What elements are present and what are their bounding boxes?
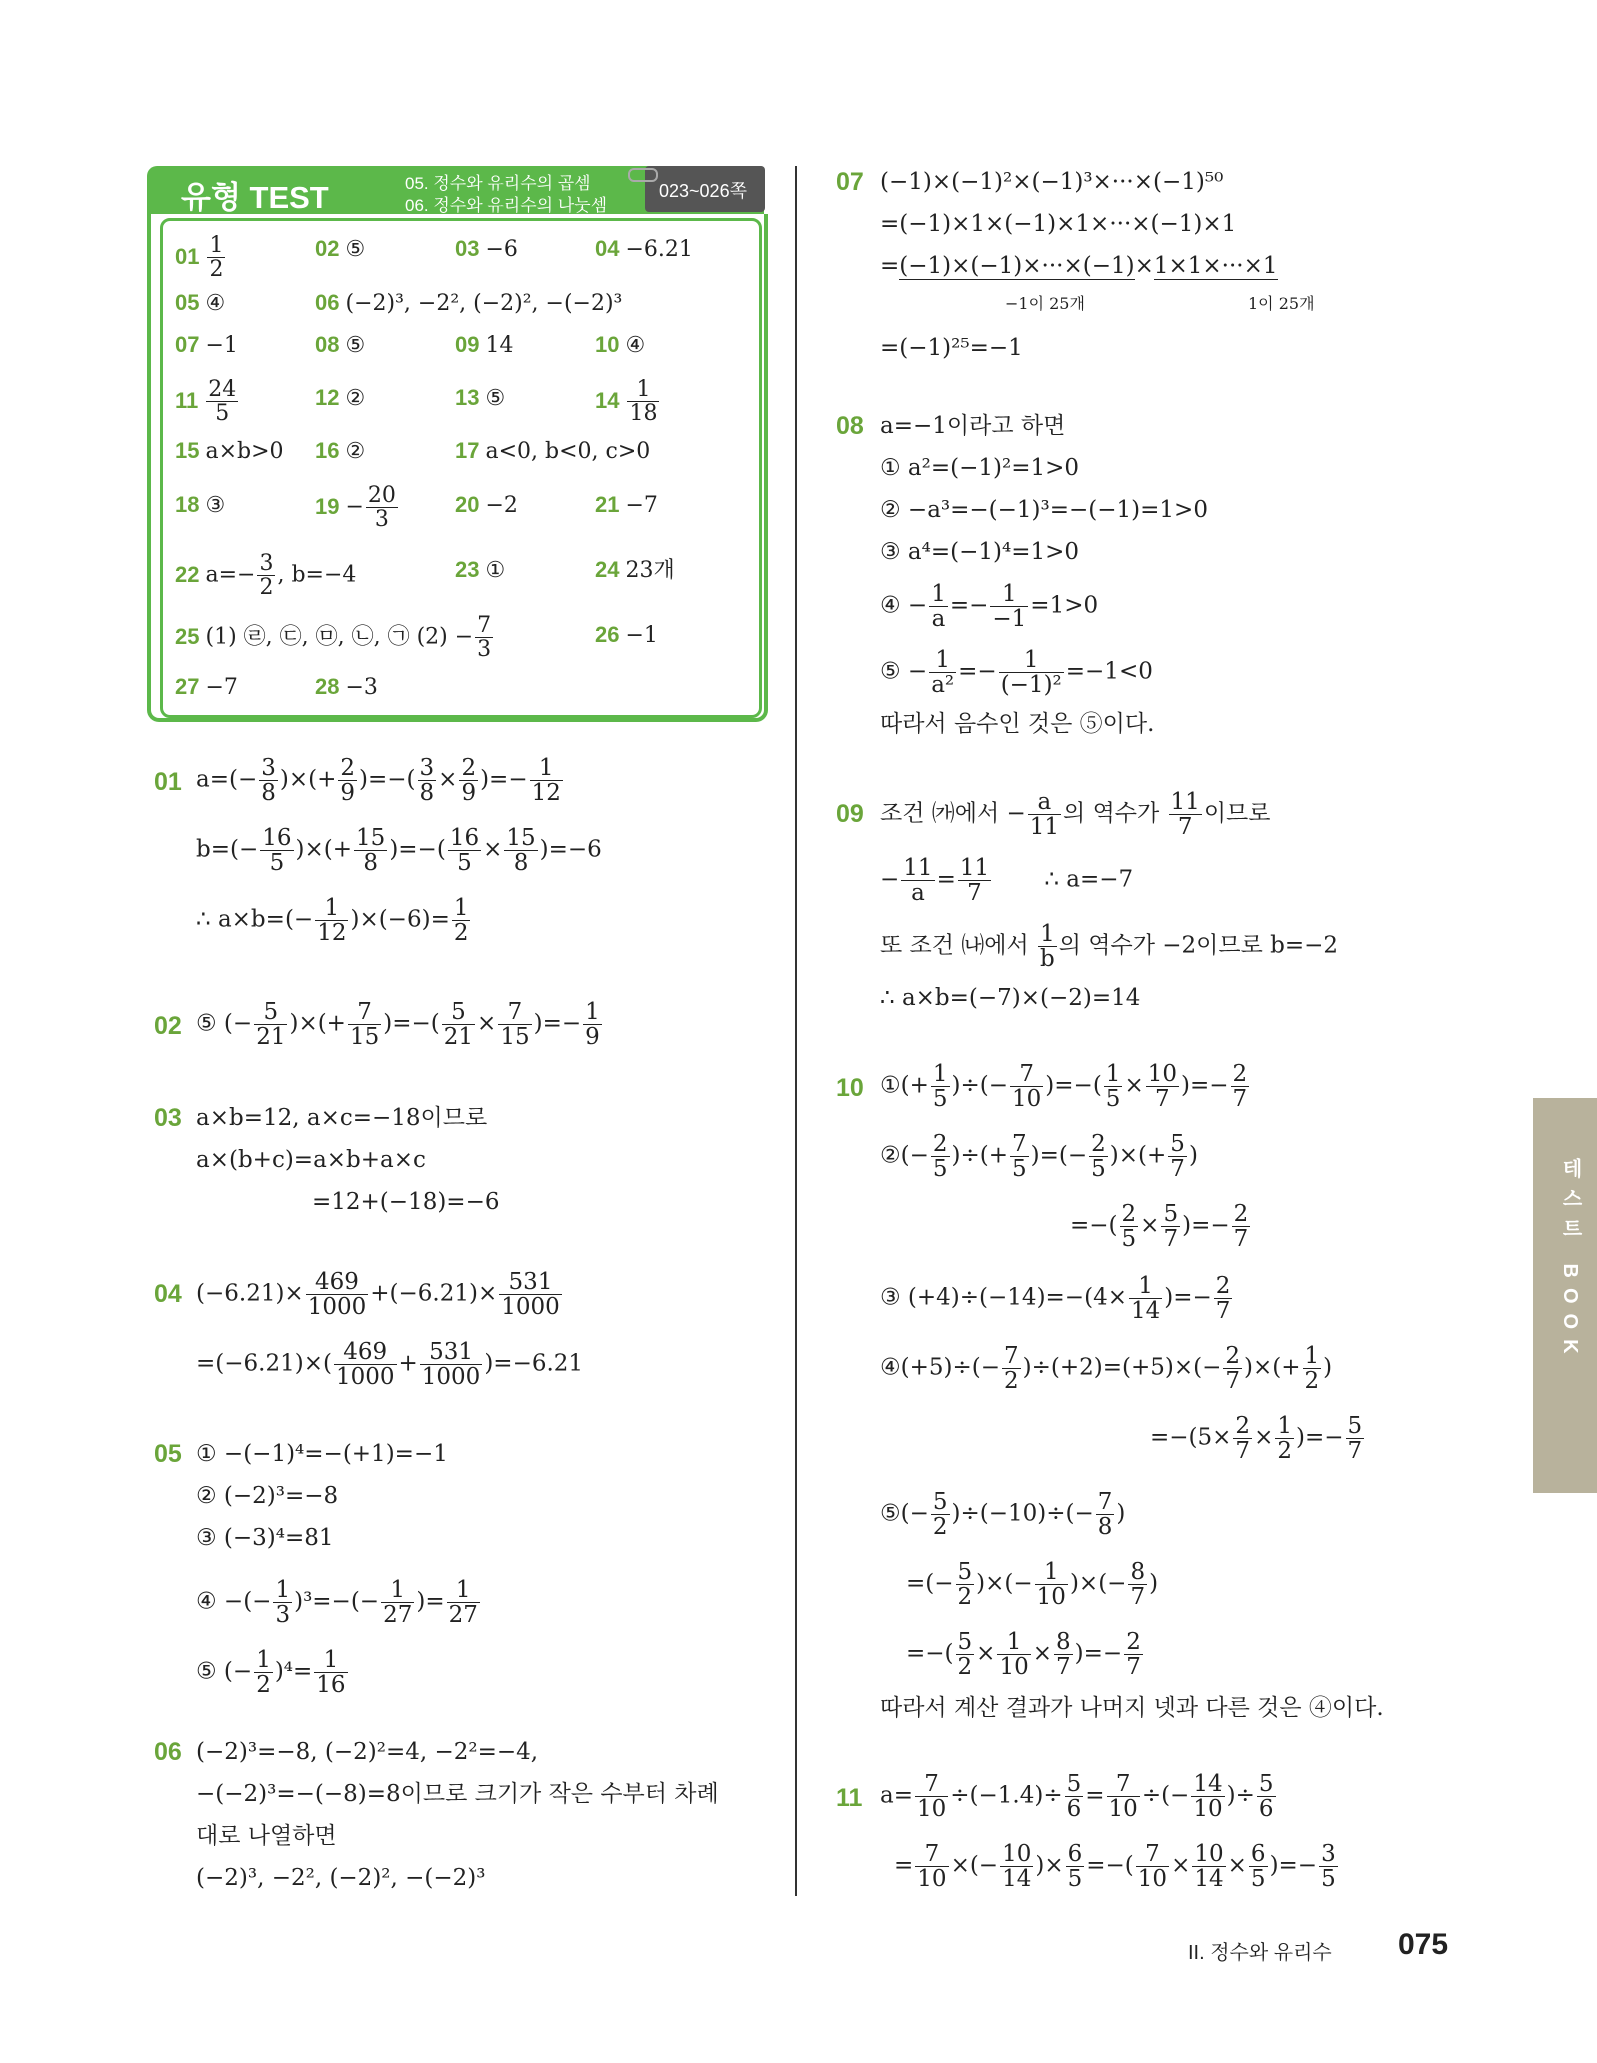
sol-10-line8: =(− $\frac{5}{2}$ )×(− $\frac{1}{10}$ )×(− $\frac{8}{7}$ ) [906,1559,1159,1611]
answer-28: 28 −3 [315,674,378,700]
answer-04: 04 −6.21 [595,236,693,262]
sol-10-line5: ④(+5)÷(− $\frac{7}{2}$ )÷(+2)=(+5)×(− $\frac{2}{7}$ )×(+ $\frac{1}{2}$ ) [880,1343,1333,1395]
answer-23: 23 ① [455,557,506,583]
sol-08-conclusion: 따라서 음수인 것은 ⑤이다. [880,711,1155,737]
sol-08-line2: ② −a³=−(−1)³=−(−1)=1>0 [880,497,1208,523]
sol-num-03: 03 [154,1104,182,1132]
answer-18: 18 ③ [175,492,226,518]
sol-08-line3: ③ a⁴=(−1)⁴=1>0 [880,539,1080,565]
answer-16: 16 ② [315,438,366,464]
sol-01-line3: ∴ a×b=(− $\frac{1}{12}$ )×(−6)= $\frac{1}{2}$ [196,895,469,947]
sol-04-line1: (−6.21)× $\frac{469}{1000}$ +(−6.21)× $\frac{531}{1000}$ [196,1269,560,1321]
sol-08-line1: ① a²=(−1)²=1>0 [880,455,1080,481]
sol-08-line4: ④ − $\frac{1}{a}$ =− $\frac{1}{-1}$ =1>0 [880,581,1099,633]
sol-06-line1: (−2)³=−8, (−2)²=4, −2²=−4, [196,1739,539,1765]
summary-title: 유형 TEST [181,180,329,215]
sol-06-line3: 대로 나열하면 [196,1823,337,1849]
sol-10-line6: =−(5× $\frac{2}{7}$ × $\frac{1}{2}$ )=− $\frac{5}{7}$ [1150,1413,1363,1465]
answer-01: 01 $\frac{1}{2}$ [175,233,224,283]
clip-icon [628,168,658,182]
answer-14: 14 $\frac{1}{18}$ [595,377,658,427]
answer-20: 20 −2 [455,492,518,518]
page-range-badge [645,166,765,212]
sol-03-line1: a×b=12, a×c=−18이므로 [196,1105,488,1131]
answer-02: 02 ⑤ [315,236,366,262]
answer-05: 05 ④ [175,290,226,316]
summary-subtitle-2: 06. 정수와 유리수의 나눗셈 [405,196,608,215]
sol-09-line1: 조건 ㈎에서 − $\frac{a}{11}$ 의 역수가 $\frac{11}{7}$ 이므로 [880,789,1271,841]
sol-num-05: 05 [154,1440,182,1468]
answer-03: 03 −6 [455,236,518,262]
sol-10-conclusion: 따라서 계산 결과가 나머지 넷과 다른 것은 ④이다. [880,1695,1384,1721]
sol-11-line2: = $\frac{7}{10}$ ×(− $\frac{10}{14}$ )× $\frac{6}{5}$ =−( $\frac{7}{10}$ × $\frac{10}{14}$ × $\frac{6}{5}$ )=− $\frac{3}{5}$ [894,1841,1336,1893]
sol-num-11: 11 [836,1784,863,1812]
sol-07-group1: (−1)×(−1)×···×(−1) [899,253,1135,279]
sol-05-line4: ④ −(− $\frac{1}{3}$ )³=−(− $\frac{1}{27}$ )= $\frac{1}{27}$ [196,1577,478,1629]
answer-17: 17 a<0, b<0, c>0 [455,438,651,464]
sol-07-line1: (−1)×(−1)²×(−1)³×···×(−1)⁵⁰ [880,169,1224,195]
answer-12: 12 ② [315,385,366,411]
sol-01-line1: a=(− $\frac{3}{8}$ )×(+ $\frac{2}{9}$ )=−( $\frac{3}{8}$ × $\frac{2}{9}$ )=− $\frac{1}{12}$ [196,755,561,807]
answer-09: 09 14 [455,332,514,358]
answer-24: 24 23개 [595,557,675,583]
answer-21: 21 −7 [595,492,658,518]
answer-25: 25 (1) ㉣, ㉢, ㉤, ㉡, ㉠ (2) − $\frac{7}{3}$ [175,613,492,663]
answer-07: 07 −1 [175,332,238,358]
sol-08-line5: ⑤ − $\frac{1}{\text{a²}}$ =− $\frac{1}{\text{(−1)²}}$ =−1<0 [880,647,1153,699]
page-number: 075 [1398,1928,1449,1961]
footer-chapter: II. 정수와 유리수 [1188,1942,1332,1964]
sol-05-line3: ③ (−3)⁴=81 [196,1525,334,1551]
sol-07-brace-label1: −1이 25개 [1005,294,1085,313]
sol-07-line2: =(−1)×1×(−1)×1×···×(−1)×1 [880,211,1237,237]
sol-03-line2: a×(b+c)=a×b+a×c [196,1147,426,1173]
answer-19: 19 − $\frac{20}{3}$ [315,483,396,533]
answer-26: 26 −1 [595,622,658,648]
sol-11-line1: a= $\frac{7}{10}$ ÷(−1.4)÷ $\frac{5}{6}$ = $\frac{7}{10}$ ÷(− $\frac{14}{10}$ )÷ $\frac{5}{6}$ [880,1771,1274,1823]
sol-10-line7: ⑤(− $\frac{5}{2}$ )÷(−10)÷(− $\frac{7}{8}$ ) [880,1489,1126,1541]
answer-22: 22 a=− $\frac{3}{2}$ , b=−4 [175,551,357,601]
sol-06-line4: (−2)³, −2², (−2)², −(−2)³ [196,1865,486,1891]
sol-num-06: 06 [154,1738,182,1766]
sol-07-line3: =(−1)×(−1)×···×(−1)×1×1×···×1 [880,253,1278,279]
sol-10-line2: ②(− $\frac{2}{5}$ )÷(+ $\frac{7}{5}$ )=(− $\frac{2}{5}$ )×(+ $\frac{5}{7}$ ) [880,1131,1198,1183]
sol-09-line3: 또 조건 ㈏에서 $\frac{1}{b}$ 의 역수가 −2이므로 b=−2 [880,921,1339,973]
sol-09-line4: ∴ a×b=(−7)×(−2)=14 [880,985,1141,1011]
sol-10-line4: ③ (+4)÷(−14)=−(4× $\frac{1}{14}$ )=− $\frac{2}{7}$ [880,1273,1231,1325]
sol-02-line1: ⑤ (− $\frac{5}{21}$ )×(+ $\frac{7}{15}$ )=−( $\frac{5}{21}$ × $\frac{7}{15}$ )=− $\frac{1}{9}$ [196,999,600,1051]
sol-05-line2: ② (−2)³=−8 [196,1483,339,1509]
sol-03-line3: =12+(−18)=−6 [312,1189,500,1215]
answer-13: 13 ⑤ [455,385,506,411]
sol-05-line5: ⑤ (− $\frac{1}{2}$ )⁴= $\frac{1}{16}$ [196,1647,346,1699]
sol-07-brace-label2: 1이 25개 [1248,294,1315,313]
page-range-text: 023~026쪽 [659,181,747,201]
sol-10-line9: =−( $\frac{5}{2}$ × $\frac{1}{10}$ × $\frac{8}{7}$ )=− $\frac{2}{7}$ [906,1629,1141,1681]
summary-subtitle-1: 05. 정수와 유리수의 곱셈 [405,174,591,193]
answer-08: 08 ⑤ [315,332,366,358]
sol-06-line2: −(−2)³=−(−8)=8이므로 크기가 작은 수부터 차례 [196,1781,719,1807]
sol-num-04: 04 [154,1280,182,1308]
column-divider [795,166,797,1896]
sol-num-10: 10 [836,1074,864,1102]
sol-num-08: 08 [836,412,864,440]
answer-11: 11 $\frac{24}{5}$ [175,377,237,427]
sol-07-line4: =(−1)²⁵=−1 [880,335,1023,361]
sol-num-01: 01 [154,768,182,796]
side-tab [1533,1098,1597,1493]
sol-04-line2: =(−6.21)×( $\frac{469}{1000}$ + $\frac{531}{1000}$ )=−6.21 [196,1339,584,1391]
side-tab-label: 테스트 BOOK [1559,1158,1581,1364]
answer-15: 15 a×b>0 [175,438,284,464]
sol-08-line0: a=−1이라고 하면 [880,413,1066,439]
sol-05-line1: ① −(−1)⁴=−(+1)=−1 [196,1441,448,1467]
sol-01-line2: b=(− $\frac{16}{5}$ )×(+ $\frac{15}{8}$ )=−( $\frac{16}{5}$ × $\frac{15}{8}$ )=−6 [196,825,602,877]
sol-num-02: 02 [154,1012,182,1040]
answer-27: 27 −7 [175,674,238,700]
sol-10-line3: =−( $\frac{2}{5}$ × $\frac{5}{7}$ )=− $\frac{2}{7}$ [1070,1201,1249,1253]
answer-06: 06 (−2)³, −2², (−2)², −(−2)³ [315,290,623,316]
sol-10-line1: ①(+ $\frac{1}{5}$ )÷(− $\frac{7}{10}$ )=−( $\frac{1}{5}$ × $\frac{10}{7}$ )=− $\frac{2}{7}$ [880,1061,1248,1113]
sol-num-07: 07 [836,168,864,196]
sol-09-line2: − $\frac{11}{a}$ = $\frac{11}{7}$ ∴ a=−7 [880,855,1134,907]
sol-num-09: 09 [836,800,864,828]
answer-10: 10 ④ [595,332,646,358]
sol-07-group2: 1×1×···×1 [1153,253,1278,279]
